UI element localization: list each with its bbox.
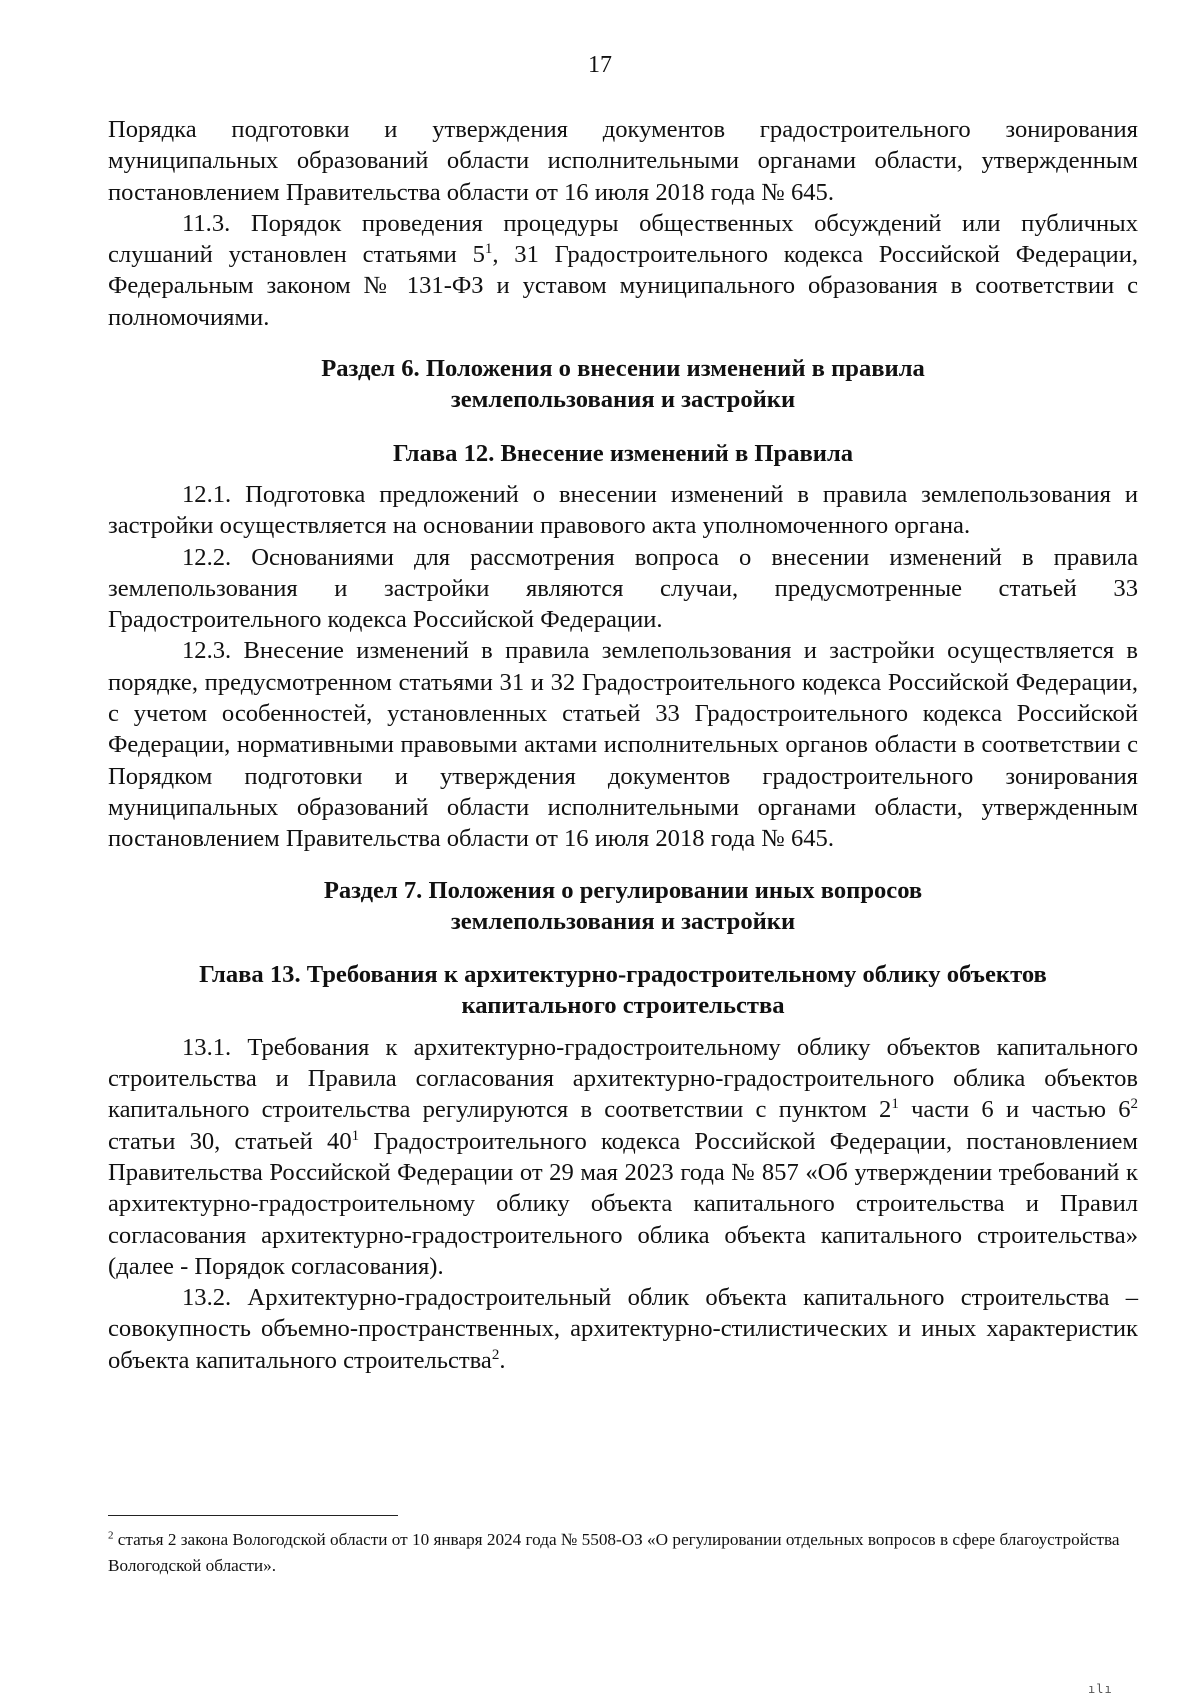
- section-6-heading-line1: Раздел 6. Положения о внесении изменений в правила: [321, 355, 925, 383]
- footnote-text: статья 2 закона Вологодской области от 10 января 2024 года № 5508-ОЗ «О регулировании отдельных вопросов в сфере благоустройства Вологодской области».: [108, 1530, 1120, 1575]
- superscript-marker: 1: [351, 1127, 360, 1144]
- paragraph-13-1-text-b: части 6 и частью 6: [898, 1096, 1131, 1124]
- page-number: 17: [588, 52, 612, 78]
- chapter-13-heading-line1: Глава 13. Требования к архитектурно-градостроительному облику объектов: [199, 961, 1047, 989]
- footnote-divider: [108, 1515, 398, 1516]
- chapter-12-heading: Глава 12. Внесение изменений в Правила: [392, 439, 854, 467]
- superscript-marker: 1: [891, 1096, 899, 1113]
- paragraph-13-1-text-d: Градостроительного кодекса Российской Федерации, постановлением Правительства Российской Федерации от 29 мая 2023 года № 857 «Об утверждении требований к архитектурно-градостроительному облику объекта капитального строительства и Правил согласования архитектурно-градостроительного облика объекта капитального строительства» (далее - Порядок согласования).: [108, 1127, 1138, 1280]
- chapter-12-body: [108, 479, 1138, 855]
- footnote-marker: 2: [108, 1529, 114, 1542]
- paragraph-13-2-text-a: 13.2. Архитектурно-градостроительный облик объекта капитального строительства – совокупность объемно-пространственных, архитектурно-стилистических и иных характеристик объекта капитального строительства: [108, 1284, 1138, 1374]
- superscript-marker: 1: [484, 241, 493, 257]
- section-6-heading: [108, 353, 1138, 416]
- paragraph-11-3: [108, 208, 1138, 333]
- paragraph-continuation: Порядка подготовки и утверждения документов градостроительного зонирования муниципальных образований области исполнительными органами области, утвержденным постановлением Правительства области от 16 июля 2018 года № 645.: [108, 116, 1138, 206]
- document-body: [108, 114, 1138, 1376]
- chapter-13-heading: [108, 959, 1138, 1022]
- paragraph-13-1-text-a: 13.1. Требования к архитектурно-градостроительному облику объектов капитального строительства и Правила согласования архитектурно-градостроительного облика объектов капитального строительства регулируются в соответствии с пунктом 2: [108, 1033, 1138, 1124]
- superscript-marker: 2: [1130, 1096, 1138, 1113]
- paragraph-12-2: 12.2. Основаниями для рассмотрения вопроса о внесении изменений в правила землепользования и застройки являются случаи, предусмотренные статьей 33 Градостроительного кодекса Российской Федерации.: [108, 543, 1138, 634]
- paragraph-13-1: [108, 1032, 1138, 1282]
- paragraph-11-3-text-b: , 31 Градостроительного кодекса Российской Федерации, Федеральным законом № 131-ФЗ и уставом муниципального образования в соответствии с полномочиями.: [108, 241, 1138, 331]
- paragraph-13-2: [108, 1282, 1138, 1376]
- paragraph-13-2-text-b: .: [499, 1346, 506, 1374]
- section-6-heading-line2: землепользования и застройки: [450, 386, 796, 414]
- section-7-heading-line1: Раздел 7. Положения о регулировании иных вопросов: [323, 876, 923, 904]
- chapter-13-body: [108, 1032, 1138, 1376]
- section-7-heading-line2: землепользования и застройки: [450, 907, 796, 935]
- footnote: [108, 1527, 1138, 1579]
- footnote-reference[interactable]: 2: [491, 1346, 500, 1363]
- chapter-13-heading-line2: капитального строительства: [461, 992, 785, 1020]
- paragraph-13-1-text-c: статьи 30, статьей 40: [108, 1127, 352, 1155]
- paragraph-11-3-text-a: 11.3. Порядок проведения процедуры общественных обсуждений или публичных слушаний установлен статьями 5: [108, 209, 1138, 269]
- paragraph-12-3: 12.3. Внесение изменений в правила землепользования и застройки осуществляется в порядке, предусмотренном статьями 31 и 32 Градостроительного кодекса Российской Федерации, с учетом особенностей, установленных статьей 33 Градостроительного кодекса Российской Федерации, нормативными правовыми актами исполнительных органов области в соответствии с Порядком подготовки и утверждения документов градостроительного зонирования муниципальных образований области исполнительными органами области, утвержденным постановлением Правительства области от 16 июля 2018 года № 645.: [108, 637, 1138, 853]
- paragraph-12-1: 12.1. Подготовка предложений о внесении изменений в правила землепользования и застройки осуществляется на основании правового акта уполномоченного органа.: [108, 480, 1138, 540]
- scan-margin-mark: ılı: [1088, 1682, 1113, 1696]
- section-7-heading: [108, 875, 1138, 938]
